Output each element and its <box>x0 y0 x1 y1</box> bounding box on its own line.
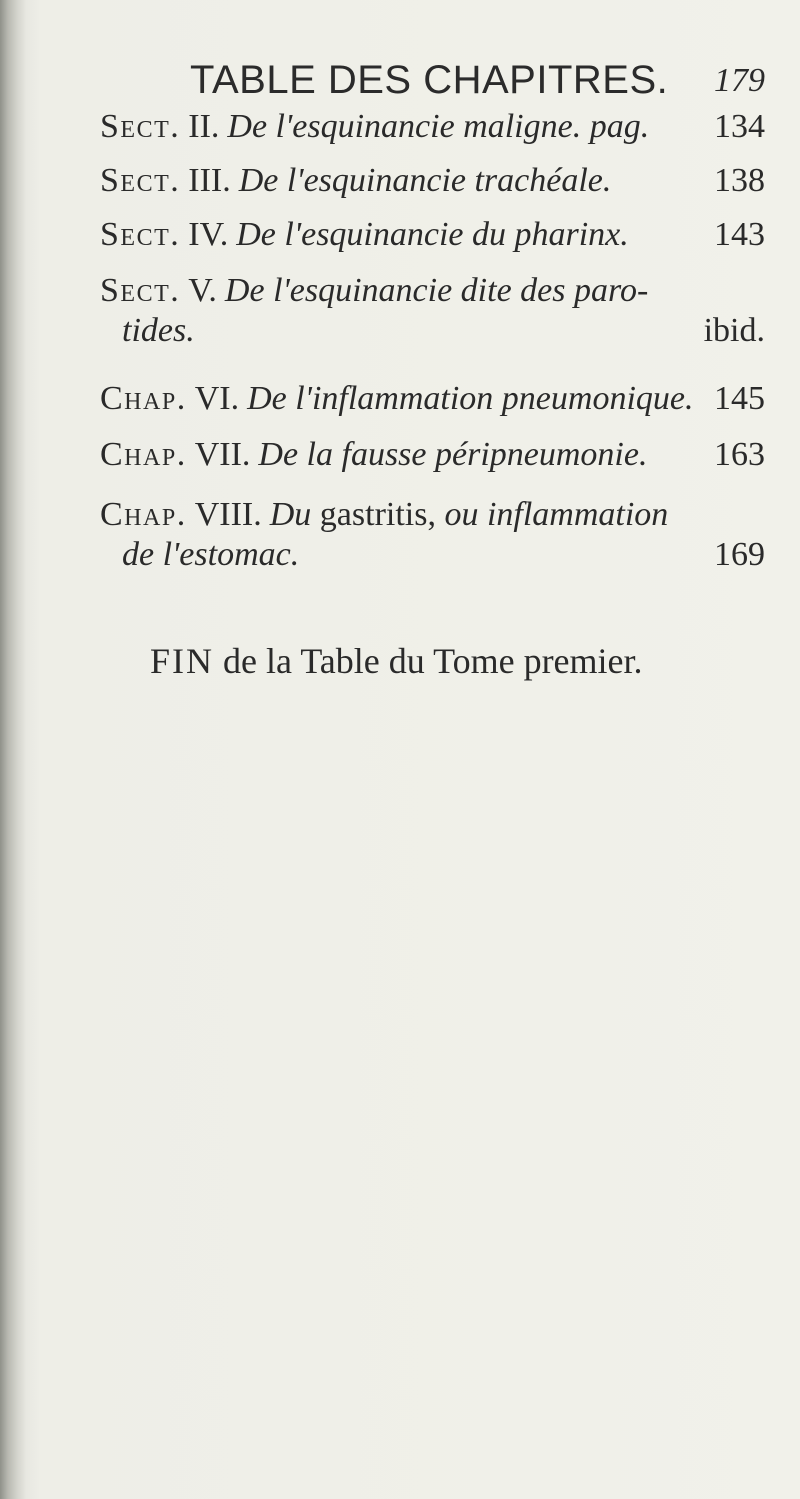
running-header <box>190 58 765 114</box>
header-title: TABLE DES CHAPITRES. <box>190 58 669 102</box>
entry-title-suffix: ou inflammation <box>444 496 669 533</box>
entry-page: 145 <box>714 380 765 417</box>
entry-label: Chap. <box>100 436 187 473</box>
entry-page: 138 <box>714 162 765 199</box>
entry-title-prefix: Du <box>269 496 312 533</box>
book-binding-shadow <box>0 0 26 1499</box>
end-note-fin: FIN <box>150 641 215 681</box>
entry-page: ibid. <box>703 312 765 349</box>
entry-title: De l'esquinancie trachéale. <box>238 162 612 199</box>
entry-label: Sect. <box>100 272 181 309</box>
entry-page: 134 <box>714 108 765 145</box>
header-page-number: 179 <box>714 62 765 99</box>
entry-label: Sect. <box>100 216 181 253</box>
entry-label: Chap. <box>100 380 187 417</box>
toc-entry <box>100 108 765 158</box>
entry-label: Sect. <box>100 108 181 145</box>
entry-number: VIII. <box>194 496 262 533</box>
toc-entry <box>100 436 765 486</box>
entry-page: 163 <box>714 436 765 473</box>
entry-title-continuation: tides. <box>122 312 195 349</box>
entry-title-roman: gastritis, <box>319 496 436 533</box>
toc-entry <box>100 380 765 430</box>
toc-entry <box>100 162 765 212</box>
entry-number: VII. <box>194 436 251 473</box>
entry-title: De l'esquinancie du pharinx. <box>236 216 629 253</box>
end-note <box>150 640 643 682</box>
entry-number: V. <box>188 272 217 309</box>
entry-number: II. <box>188 108 220 145</box>
toc-entry <box>100 496 765 586</box>
entry-title-continuation: de l'estomac. <box>122 536 300 573</box>
toc-entry <box>100 272 765 362</box>
entry-label: Chap. <box>100 496 187 533</box>
toc-entry <box>100 216 765 266</box>
entry-number: VI. <box>194 380 240 417</box>
entry-number: IV. <box>188 216 229 253</box>
entry-title: De l'esquinancie dite des paro- <box>224 272 649 309</box>
entry-page: 143 <box>714 216 765 253</box>
entry-title: De l'inflammation pneumonique. <box>247 380 694 417</box>
entry-title: De la fausse péripneumonie. <box>258 436 648 473</box>
entry-title: De l'esquinancie maligne. pag. <box>227 108 650 145</box>
entry-number: III. <box>188 162 231 199</box>
entry-page: 169 <box>714 536 765 573</box>
end-note-text: de la Table du Tome premier. <box>223 641 643 681</box>
entry-label: Sect. <box>100 162 181 199</box>
